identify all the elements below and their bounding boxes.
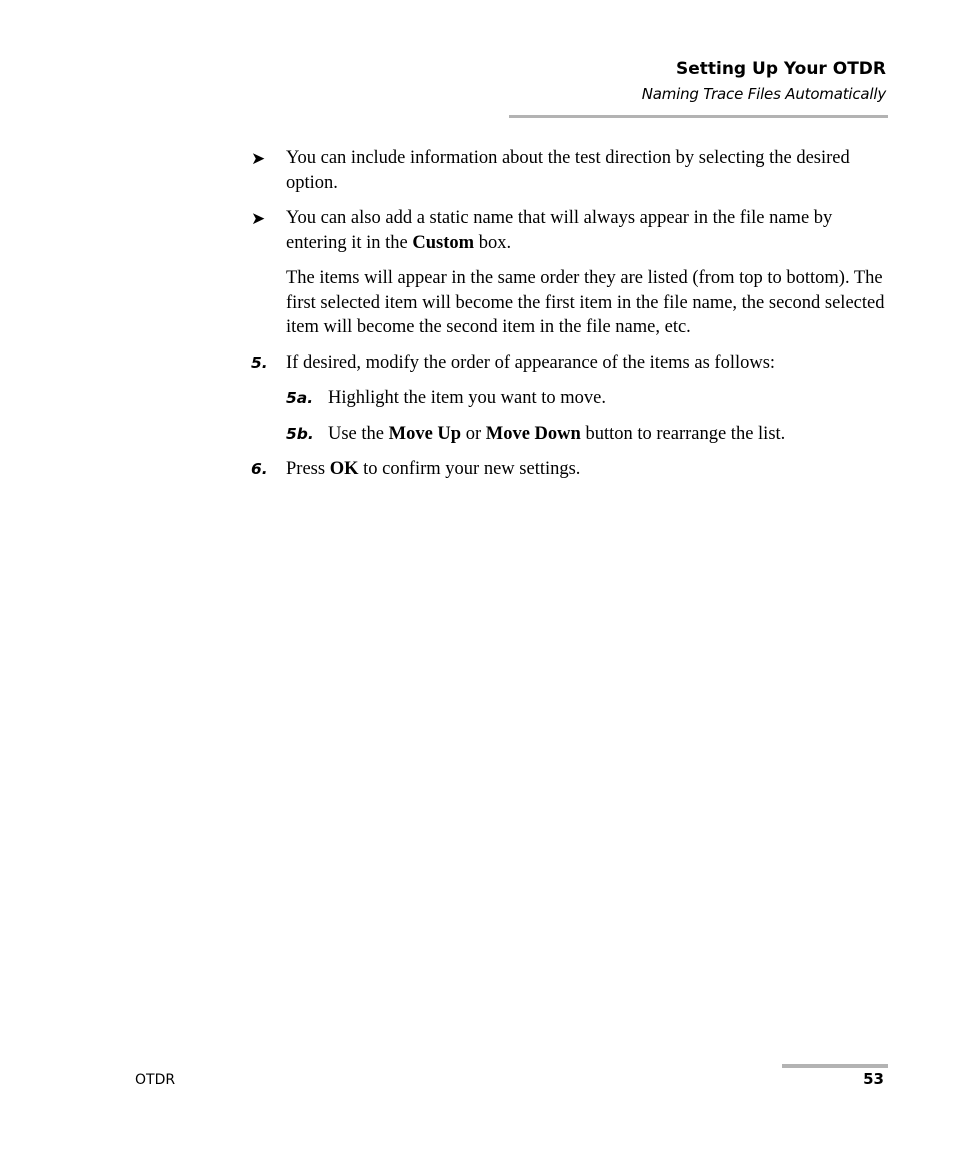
step-text: Press OK to confirm your new settings.	[286, 459, 581, 479]
substep-text: Use the Move Up or Move Down button to rearrange the list.	[328, 423, 786, 444]
header-divider	[509, 115, 888, 118]
section-title: Setting Up Your OTDR	[675, 59, 886, 79]
substep-number: 5b.	[286, 424, 314, 443]
step-number: 5.	[251, 353, 268, 372]
bullet-text: You can also add a static name that will always appear in the file name by entering it in the Custom box.	[286, 208, 833, 253]
ok-label: OK	[329, 459, 359, 479]
footer-divider	[782, 1064, 888, 1068]
section-subtitle: Naming Trace Files Automatically	[641, 85, 886, 103]
substep-item	[251, 422, 891, 447]
substep-text: Highlight the item you want to move.	[328, 388, 606, 408]
bullet-item	[251, 206, 891, 255]
bullet-text: You can include information about the test direction by selecting the desired option.	[286, 148, 850, 193]
custom-box-label: Custom	[412, 232, 475, 253]
explanation-paragraph: The items will appear in the same order they are listed (from top to bottom). The first selected item will become the first item in the file name, the second selected item will become the second item in the file name, etc.	[286, 268, 885, 337]
move-down-label: Move Down	[485, 423, 581, 444]
page-number: 53	[863, 1070, 884, 1088]
substep-item	[251, 386, 891, 411]
page-header	[486, 57, 886, 104]
bullet-item	[251, 146, 891, 195]
step-item	[251, 351, 891, 376]
substep-number: 5a.	[286, 389, 314, 407]
step-text: If desired, modify the order of appearance of the items as follows:	[286, 352, 776, 373]
page-body	[251, 146, 891, 493]
step-number: 6.	[251, 460, 268, 478]
arrow-bullet-icon: ➤	[251, 209, 266, 228]
move-up-label: Move Up	[388, 423, 462, 444]
step-item	[251, 457, 891, 482]
footer-product: OTDR	[135, 1072, 176, 1088]
arrow-bullet-icon: ➤	[251, 149, 266, 168]
